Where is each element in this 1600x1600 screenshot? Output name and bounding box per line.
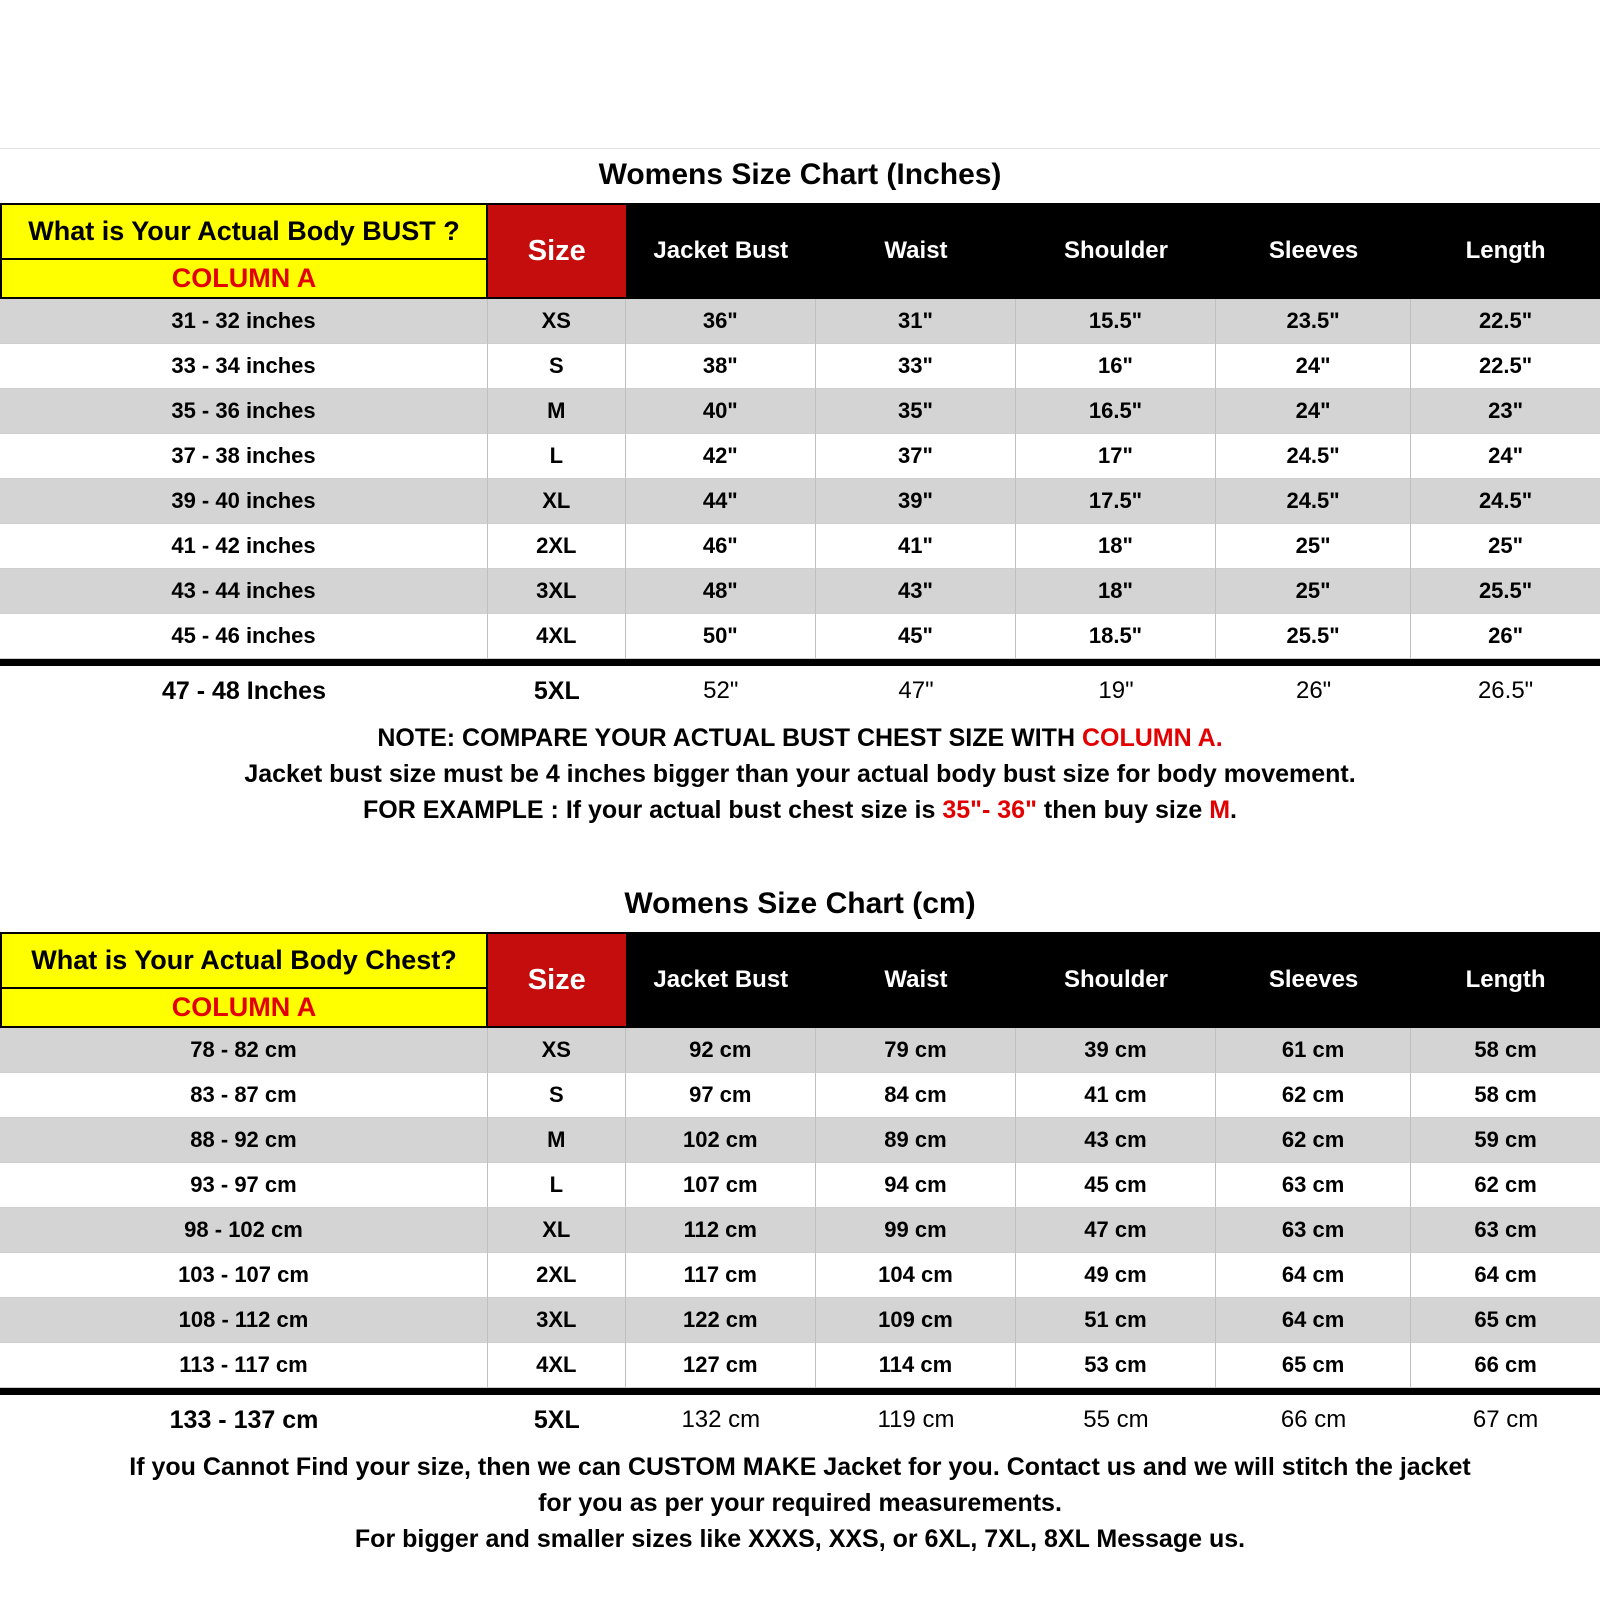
measurement-cell: 107 cm: [626, 1163, 816, 1208]
measurement-cell: 22.5": [1411, 344, 1600, 389]
body-range-cell: 88 - 92 cm: [0, 1118, 488, 1163]
measurement-cell: 119 cm: [877, 1406, 955, 1433]
body-range-cell: 31 - 32 inches: [0, 299, 488, 344]
header-sleeves: Sleeves: [1216, 932, 1411, 1028]
measurement-cell: 40": [626, 389, 816, 434]
note-text: If you Cannot Find your size, then we can CUSTOM MAKE Jacket for you. Contact us and we will stitch the jacket: [129, 1453, 1471, 1481]
measurement-cell: 25.5": [1411, 569, 1600, 614]
note-text: then buy size: [1036, 796, 1210, 824]
table-row: [0, 1073, 1600, 1118]
note-text: .: [1230, 796, 1237, 824]
column-a-header-cell: [0, 932, 488, 1028]
size-cell: 4XL: [488, 614, 626, 659]
measurement-cell: 64 cm: [1216, 1298, 1411, 1343]
note-line: [0, 720, 1600, 756]
table-row: [0, 479, 1600, 524]
measurement-cell: 23": [1411, 389, 1600, 434]
table-row: [0, 1253, 1600, 1298]
measurement-cell: 41 cm: [1016, 1073, 1216, 1118]
note-line: [0, 1521, 1600, 1557]
measurement-cell: 26.5": [1477, 677, 1534, 704]
size-cell: 4XL: [488, 1343, 626, 1388]
body-range-cell: 113 - 117 cm: [0, 1343, 488, 1388]
table-row: [0, 299, 1600, 344]
table-row: [0, 614, 1600, 659]
measurement-cell: 61 cm: [1216, 1028, 1411, 1073]
measurement-cell: 66 cm: [1411, 1343, 1600, 1388]
measurement-cell: 102 cm: [626, 1118, 816, 1163]
header-length: Length: [1411, 203, 1600, 299]
measurement-cell: 47 cm: [1016, 1208, 1216, 1253]
table-row: [0, 434, 1600, 479]
header-jacket-bust: Jacket Bust: [626, 203, 816, 299]
measurement-cell: 79 cm: [816, 1028, 1016, 1073]
cm-notes: [0, 1449, 1600, 1557]
size-cell: S: [488, 344, 626, 389]
measurement-cell: 46": [626, 524, 816, 569]
measurement-cell: 92 cm: [626, 1028, 816, 1073]
chest-question-label: What is Your Actual Body Chest?: [2, 934, 486, 989]
table-row: [0, 569, 1600, 614]
measurement-cell: 35": [816, 389, 1016, 434]
cm-chart-title: Womens Size Chart (cm): [624, 887, 976, 920]
table-row: [0, 524, 1600, 569]
measurement-cell: 26": [1295, 677, 1332, 704]
measurement-cell: 45": [816, 614, 1016, 659]
body-range-cell: 133 - 137 cm: [169, 1405, 319, 1434]
size-cell: 2XL: [488, 524, 626, 569]
body-range-cell: 98 - 102 cm: [0, 1208, 488, 1253]
measurement-cell: 19": [1098, 677, 1134, 704]
measurement-cell: 53 cm: [1016, 1343, 1216, 1388]
inches-chart-title: Womens Size Chart (Inches): [598, 158, 1002, 191]
measurement-cell: 58 cm: [1411, 1028, 1600, 1073]
body-range-cell: 47 - 48 Inches: [162, 676, 326, 705]
measurement-cell: 18.5": [1016, 614, 1216, 659]
measurement-cell: 24.5": [1216, 479, 1411, 524]
body-range-cell: 108 - 112 cm: [0, 1298, 488, 1343]
measurement-cell: 63 cm: [1216, 1163, 1411, 1208]
measurement-cell: 65 cm: [1411, 1298, 1600, 1343]
measurement-cell: 43": [816, 569, 1016, 614]
measurement-cell: 89 cm: [816, 1118, 1016, 1163]
measurement-cell: 24": [1411, 434, 1600, 479]
size-cell: XL: [488, 1208, 626, 1253]
measurement-cell: 99 cm: [816, 1208, 1016, 1253]
note-highlight-text: M: [1209, 796, 1231, 824]
note-text: FOR EXAMPLE : If your actual bust chest size is: [363, 796, 943, 824]
header-length: Length: [1411, 932, 1600, 1028]
body-range-cell: 39 - 40 inches: [0, 479, 488, 524]
table-row: [0, 389, 1600, 434]
measurement-cell: 112 cm: [626, 1208, 816, 1253]
table-row: [0, 1298, 1600, 1343]
measurement-cell: 132 cm: [681, 1406, 761, 1433]
measurement-cell: 114 cm: [816, 1343, 1016, 1388]
table-row: [0, 1395, 1600, 1445]
body-range-cell: 43 - 44 inches: [0, 569, 488, 614]
measurement-cell: 25": [1216, 569, 1411, 614]
measurement-cell: 52": [703, 677, 739, 704]
size-cell: 5XL: [533, 676, 580, 705]
body-range-cell: 93 - 97 cm: [0, 1163, 488, 1208]
measurement-cell: 26": [1411, 614, 1600, 659]
measurement-cell: 23.5": [1216, 299, 1411, 344]
body-range-cell: 45 - 46 inches: [0, 614, 488, 659]
size-cell: 3XL: [488, 569, 626, 614]
header-size: Size: [488, 203, 626, 299]
header-jacket-bust: Jacket Bust: [626, 932, 816, 1028]
column-a-header-cell: [0, 203, 488, 299]
body-range-cell: 37 - 38 inches: [0, 434, 488, 479]
measurement-cell: 24": [1216, 344, 1411, 389]
measurement-cell: 37": [816, 434, 1016, 479]
measurement-cell: 16": [1016, 344, 1216, 389]
inches-size-chart: [0, 148, 1600, 828]
table-bottom-border: [0, 1388, 1600, 1395]
measurement-cell: 38": [626, 344, 816, 389]
measurement-cell: 62 cm: [1216, 1118, 1411, 1163]
measurement-cell: 62 cm: [1411, 1163, 1600, 1208]
cm-table-body: [0, 1028, 1600, 1445]
measurement-cell: 15.5": [1016, 299, 1216, 344]
cm-size-chart: [0, 878, 1600, 1557]
body-range-cell: 103 - 107 cm: [0, 1253, 488, 1298]
table-row: [0, 344, 1600, 389]
measurement-cell: 24.5": [1411, 479, 1600, 524]
size-cell: 5XL: [533, 1405, 580, 1434]
column-a-label: COLUMN A: [171, 992, 317, 1023]
measurement-cell: 43 cm: [1016, 1118, 1216, 1163]
body-range-cell: 35 - 36 inches: [0, 389, 488, 434]
measurement-cell: 64 cm: [1216, 1253, 1411, 1298]
measurement-cell: 94 cm: [816, 1163, 1016, 1208]
measurement-cell: 84 cm: [816, 1073, 1016, 1118]
measurement-cell: 31": [816, 299, 1016, 344]
cm-table-header: [0, 932, 1600, 1028]
measurement-cell: 25.5": [1216, 614, 1411, 659]
table-row: [0, 1208, 1600, 1253]
note-highlight-text: 35"- 36": [942, 796, 1037, 824]
measurement-cell: 122 cm: [626, 1298, 816, 1343]
measurement-cell: 66 cm: [1280, 1406, 1347, 1433]
measurement-cell: 24": [1216, 389, 1411, 434]
bust-question-label: What is Your Actual Body BUST ?: [2, 205, 486, 260]
note-highlight-text: COLUMN A.: [1081, 724, 1223, 752]
column-a-label: COLUMN A: [171, 263, 317, 294]
inches-table-header: [0, 203, 1600, 299]
measurement-cell: 39": [816, 479, 1016, 524]
note-line: [0, 1485, 1600, 1521]
measurement-cell: 41": [816, 524, 1016, 569]
note-text: Jacket bust size must be 4 inches bigger than your actual body bust size for body movement.: [244, 760, 1356, 788]
size-cell: L: [488, 434, 626, 479]
size-cell: 2XL: [488, 1253, 626, 1298]
note-text: For bigger and smaller sizes like XXXS, XXS, or 6XL, 7XL, 8XL Message us.: [354, 1525, 1246, 1553]
measurement-cell: 25": [1216, 524, 1411, 569]
measurement-cell: 48": [626, 569, 816, 614]
header-waist: Waist: [816, 932, 1016, 1028]
table-row: [0, 1343, 1600, 1388]
note-line: [0, 756, 1600, 792]
table-row: [0, 666, 1600, 716]
measurement-cell: 17.5": [1016, 479, 1216, 524]
header-waist: Waist: [816, 203, 1016, 299]
note-line: [0, 792, 1600, 828]
measurement-cell: 59 cm: [1411, 1118, 1600, 1163]
measurement-cell: 97 cm: [626, 1073, 816, 1118]
measurement-cell: 47": [898, 677, 934, 704]
size-cell: M: [488, 1118, 626, 1163]
measurement-cell: 127 cm: [626, 1343, 816, 1388]
body-range-cell: 78 - 82 cm: [0, 1028, 488, 1073]
measurement-cell: 25": [1411, 524, 1600, 569]
measurement-cell: 63 cm: [1411, 1208, 1600, 1253]
measurement-cell: 44": [626, 479, 816, 524]
measurement-cell: 109 cm: [816, 1298, 1016, 1343]
measurement-cell: 55 cm: [1083, 1406, 1149, 1433]
measurement-cell: 63 cm: [1216, 1208, 1411, 1253]
note-text: NOTE: COMPARE YOUR ACTUAL BUST CHEST SIZE WITH: [377, 724, 1082, 752]
measurement-cell: 50": [626, 614, 816, 659]
measurement-cell: 36": [626, 299, 816, 344]
table-row: [0, 1163, 1600, 1208]
measurement-cell: 16.5": [1016, 389, 1216, 434]
measurement-cell: 42": [626, 434, 816, 479]
size-cell: XS: [488, 299, 626, 344]
measurement-cell: 18": [1016, 569, 1216, 614]
measurement-cell: 33": [816, 344, 1016, 389]
measurement-cell: 64 cm: [1411, 1253, 1600, 1298]
measurement-cell: 22.5": [1411, 299, 1600, 344]
measurement-cell: 39 cm: [1016, 1028, 1216, 1073]
measurement-cell: 67 cm: [1472, 1406, 1539, 1433]
note-text: for you as per your required measurements.: [538, 1489, 1062, 1517]
table-bottom-border: [0, 659, 1600, 666]
table-row: [0, 1028, 1600, 1073]
body-range-cell: 33 - 34 inches: [0, 344, 488, 389]
body-range-cell: 83 - 87 cm: [0, 1073, 488, 1118]
note-line: [0, 1449, 1600, 1485]
header-size: Size: [488, 932, 626, 1028]
measurement-cell: 117 cm: [626, 1253, 816, 1298]
measurement-cell: 58 cm: [1411, 1073, 1600, 1118]
table-row: [0, 1118, 1600, 1163]
size-cell: M: [488, 389, 626, 434]
measurement-cell: 49 cm: [1016, 1253, 1216, 1298]
measurement-cell: 104 cm: [816, 1253, 1016, 1298]
inches-table-body: [0, 299, 1600, 716]
measurement-cell: 62 cm: [1216, 1073, 1411, 1118]
measurement-cell: 45 cm: [1016, 1163, 1216, 1208]
header-shoulder: Shoulder: [1016, 932, 1216, 1028]
header-sleeves: Sleeves: [1216, 203, 1411, 299]
measurement-cell: 51 cm: [1016, 1298, 1216, 1343]
size-cell: S: [488, 1073, 626, 1118]
size-cell: XS: [488, 1028, 626, 1073]
size-cell: XL: [488, 479, 626, 524]
measurement-cell: 24.5": [1216, 434, 1411, 479]
body-range-cell: 41 - 42 inches: [0, 524, 488, 569]
size-cell: 3XL: [488, 1298, 626, 1343]
measurement-cell: 18": [1016, 524, 1216, 569]
header-shoulder: Shoulder: [1016, 203, 1216, 299]
measurement-cell: 65 cm: [1216, 1343, 1411, 1388]
size-cell: L: [488, 1163, 626, 1208]
measurement-cell: 17": [1016, 434, 1216, 479]
inches-notes: [0, 720, 1600, 828]
